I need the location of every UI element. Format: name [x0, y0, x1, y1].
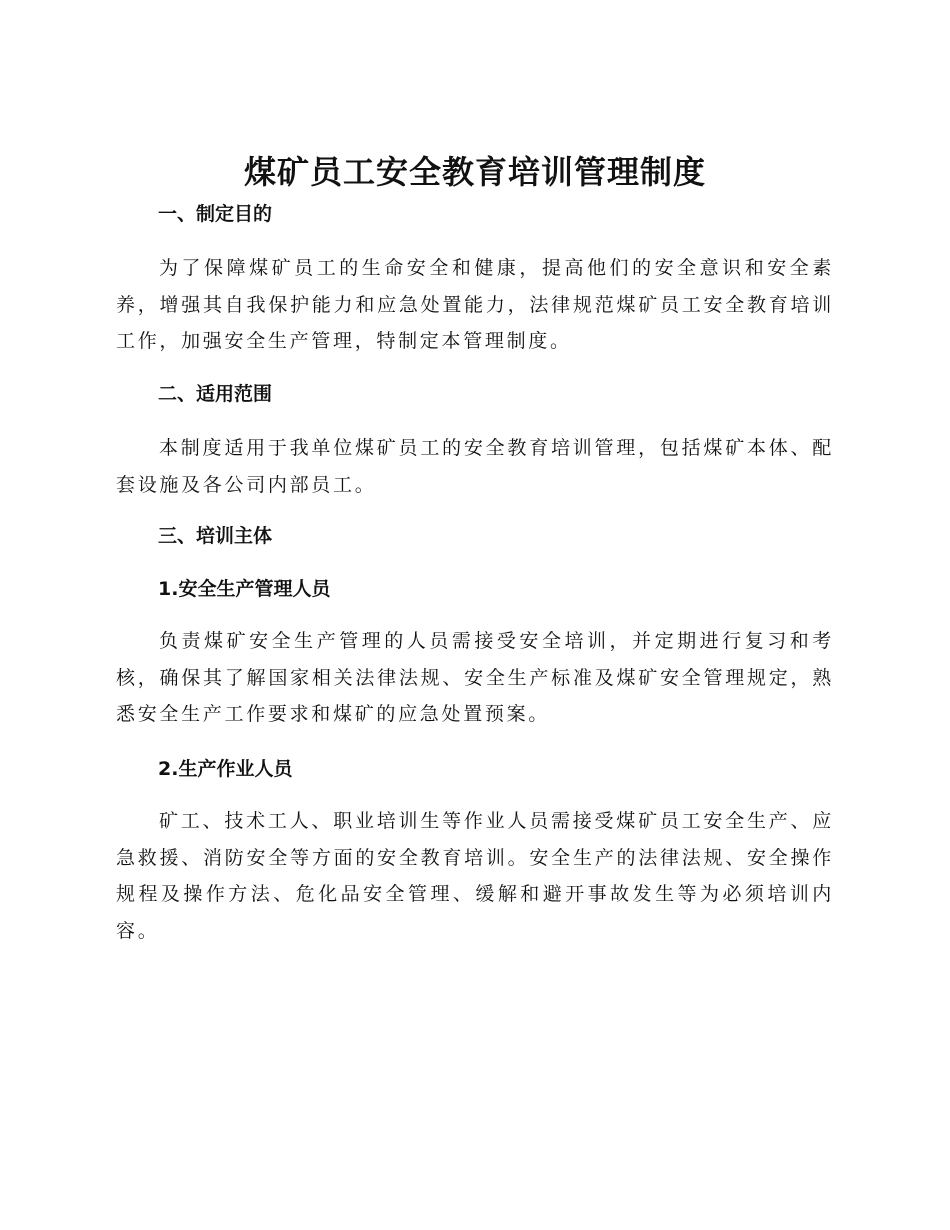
section-heading-purpose: 一、制定目的 — [158, 203, 273, 225]
subsection-paragraph-production-workers: 矿工、技术工人、职业培训生等作业人员需接受煤矿员工安全生产、应急救援、消防安全等方面的安全教育培训。安全生产的法律法规、安全操作规程及操作方法、危化品安全管理、缓解和避开事故发生等为必须培训内容。 — [116, 810, 834, 942]
subsection-heading-production-workers: 2.生产作业人员 — [158, 758, 293, 780]
section-paragraph-purpose: 为了保障煤矿员工的生命安全和健康，提高他们的安全意识和安全素养，增强其自我保护能力和应急处置能力，法律规范煤矿员工安全教育培训工作，加强安全生产管理，特制定本管理制度。 — [116, 257, 834, 352]
subsection-heading-safety-managers: 1.安全生产管理人员 — [158, 578, 331, 600]
section-heading-scope: 二、适用范围 — [158, 383, 273, 405]
section-paragraph-scope: 本制度适用于我单位煤矿员工的安全教育培训管理，包括煤矿本体、配套设施及各公司内部员工。 — [116, 437, 834, 496]
document-title: 煤矿员工安全教育培训管理制度 — [243, 153, 706, 191]
section-heading-training-subjects: 三、培训主体 — [158, 525, 273, 547]
subsection-paragraph-safety-managers: 负责煤矿安全生产管理的人员需接受安全培训，并定期进行复习和考核，确保其了解国家相关法律法规、安全生产标准及煤矿安全管理规定，熟悉安全生产工作要求和煤矿的应急处置预案。 — [116, 630, 834, 725]
